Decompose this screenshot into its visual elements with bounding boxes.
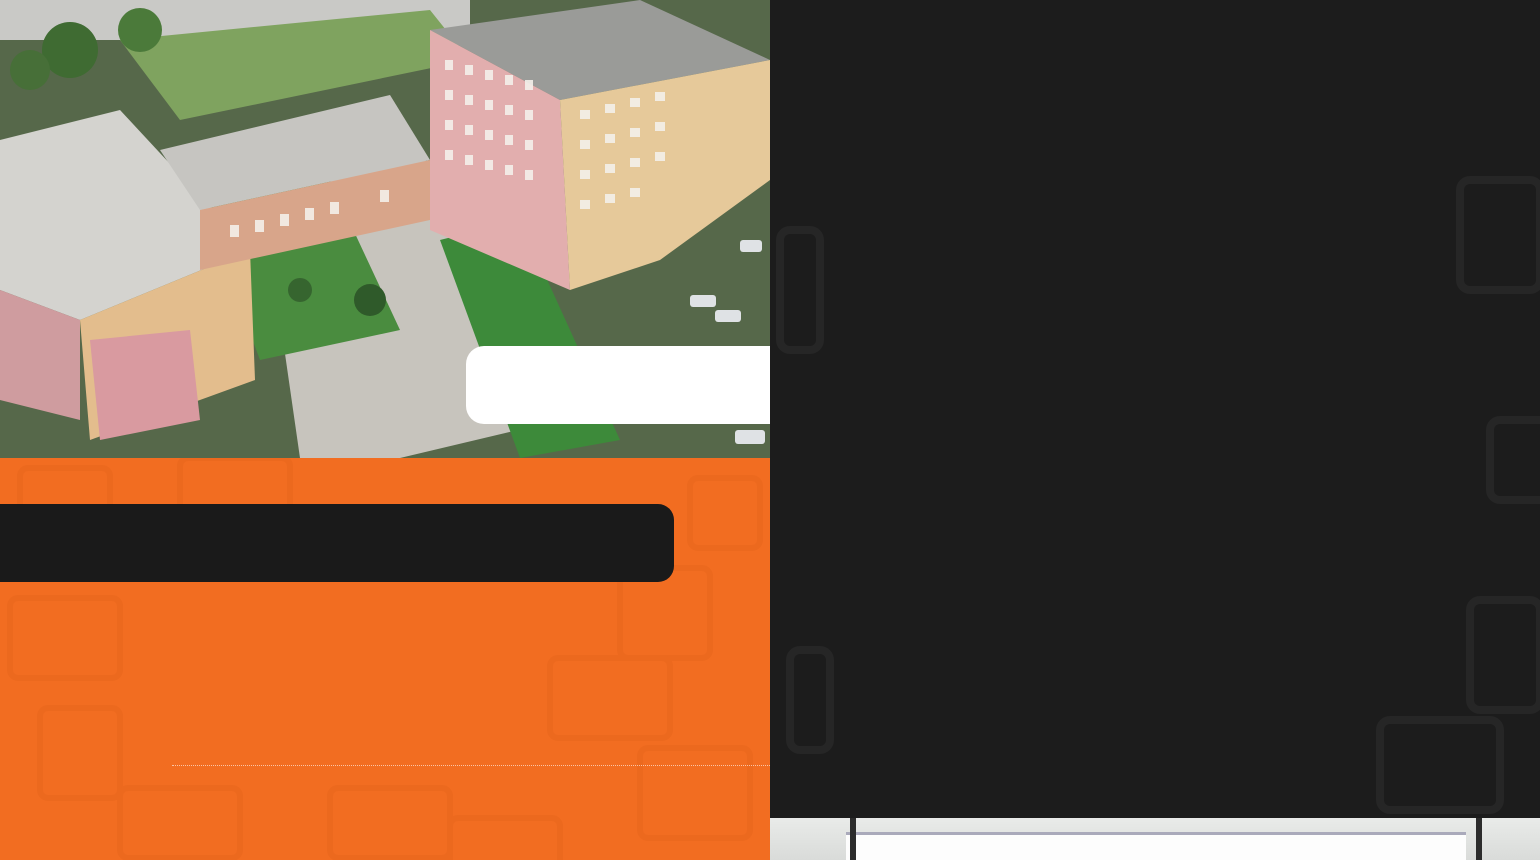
activities-divider (172, 765, 770, 766)
window-frame (850, 818, 856, 860)
aerial-school-photo (0, 0, 770, 458)
dark-square-pattern (770, 0, 1540, 818)
timeline-panel (770, 0, 1540, 818)
window-frame (1476, 818, 1482, 860)
classroom-photo (770, 818, 1540, 860)
website-url-box (466, 346, 770, 424)
activities-panel (0, 458, 770, 860)
activities-heading-banner (0, 504, 674, 582)
classroom-window (846, 832, 1466, 860)
